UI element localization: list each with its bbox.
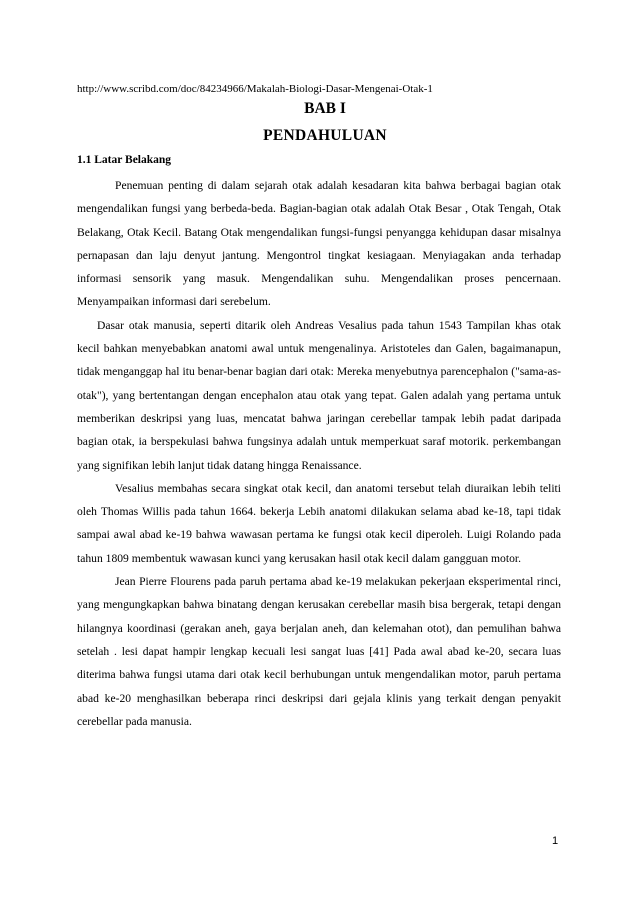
chapter-number: BAB I (304, 100, 346, 117)
paragraph: Penemuan penting di dalam sejarah otak adalah kesadaran kita bahwa berbagai bagian otak mengendalikan fungsi yang berbeda-beda. Bagian-bagian otak adalah Otak Besar , Otak Tengah, Otak Belakang, Otak Kecil. Batang Otak mengendalikan fungsi-fungsi penyangga kehidupan dasar misalnya pernapasan dan laju denyut jantung. Mengontrol tingkat kesiagaan. Menyiagakan anda terhadap informasi sensorik yang masuk. Mengendalikan suhu. Mengendalikan proses pencernaan. Menyampaikan informasi dari serebelum. (77, 179, 561, 309)
paragraph: Jean Pierre Flourens pada paruh pertama abad ke-19 melakukan pekerjaan eksperimental rinci, yang mengungkapkan bahwa binatang dengan kerusakan cerebellar masih bisa bergerak, tetapi dengan hilangnya koordinasi (gerakan aneh, gaya berjalan aneh, dan kelemahan otot), dan pemulihan bahwa setelah . lesi dapat hampir lengkap kecuali lesi sangat luas [41] Pada awal abad ke-20, secara luas diterima bahwa fungsi utama dari otak kecil berhubungan untuk mengendalikan motor, paruh pertama abad ke-20 menghasilkan beberapa rinci deskripsi dari gejala klinis yang terkait dengan penyakit cerebellar pada manusia. (77, 575, 561, 728)
paragraph: Vesalius membahas secara singkat otak kecil, dan anatomi tersebut telah diuraikan lebih teliti oleh Thomas Willis pada tahun 1664. bekerja Lebih anatomi dilakukan selama abad ke-18, tapi tidak sampai awal abad ke-19 bahwa wawasan pertama ke fungsi otak kecil diperoleh. Luigi Rolando pada tahun 1809 membentuk wawasan kunci yang kerusakan hasil otak kecil dalam gangguan motor. (77, 481, 561, 565)
section-heading: 1.1 Latar Belakang (77, 154, 172, 166)
paragraph: Dasar otak manusia, seperti ditarik oleh Andreas Vesalius pada tahun 1543 Tampilan khas otak kecil bahkan menyebabkan anatomi awal untuk mengenalinya. Aristoteles dan Galen, bagaimanapun, tidak menganggap hal itu benar-benar bagian dari otak: Mereka menyebutnya parencephalon ("sama-as-otak"), yang bertentangan dengan encephalon atau otak yang tepat. Galen adalah yang pertama untuk memberikan deskripsi yang luas, mencatat bahwa jaringan cerebellar tampak lebih padat daripada bagian otak, ia berspekulasi bahwa fungsinya adalah untuk memperkuat saraf motorik. perkembangan yang signifikan lebih lanjut tidak datang hingga Renaissance. (77, 318, 561, 472)
source-url: http://www.scribd.com/doc/84234966/Makalah-Biologi-Dasar-Mengenai-Otak-1 (77, 83, 433, 95)
chapter-title: PENDAHULUAN (263, 127, 387, 144)
page-number: 1 (552, 835, 559, 847)
body-text (77, 174, 561, 733)
